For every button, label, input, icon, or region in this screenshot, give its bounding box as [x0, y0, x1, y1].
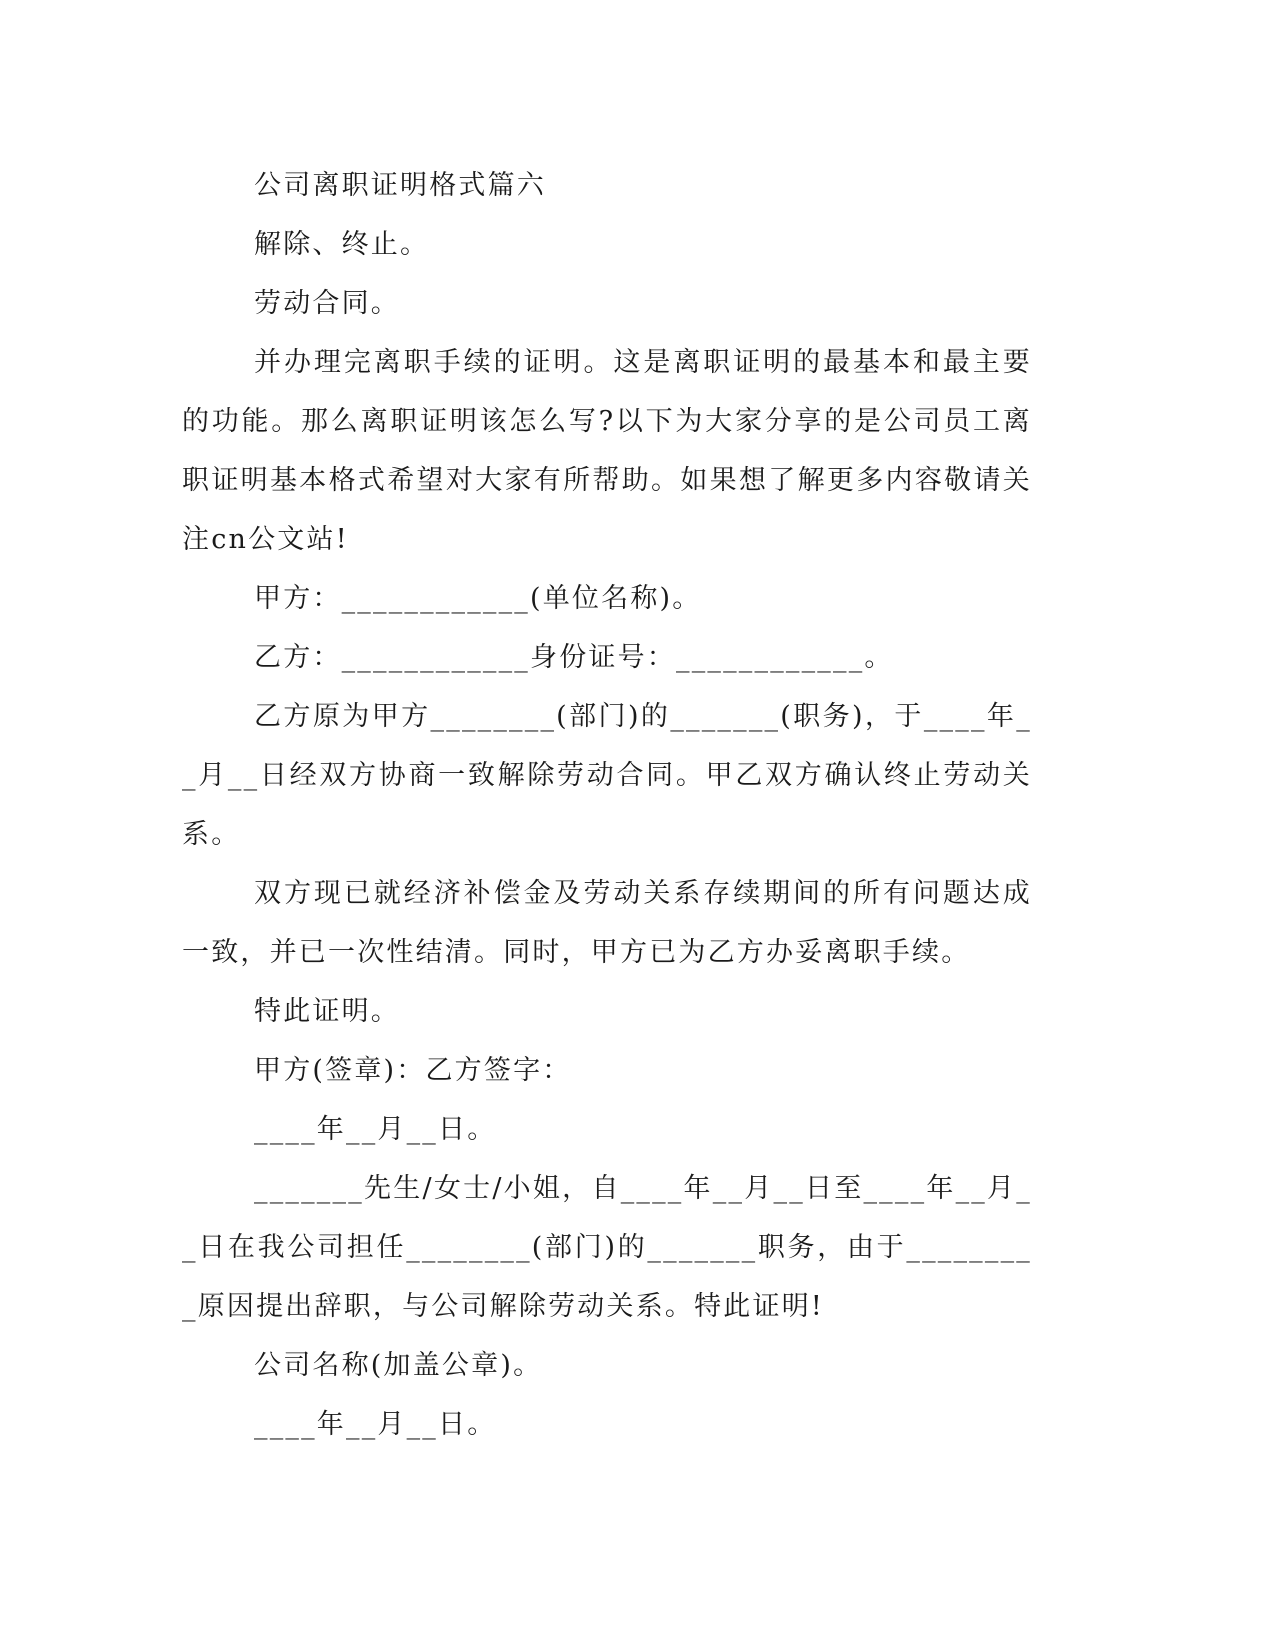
- paragraph-labor-contract: 劳动合同。: [254, 288, 400, 319]
- paragraph-termination: 解除、终止。: [254, 229, 430, 260]
- paragraph-signatures: 甲方(签章)：乙方签字：: [254, 1055, 572, 1086]
- paragraph-certify: 特此证明。: [254, 996, 400, 1027]
- document-title: 公司离职证明格式篇六: [254, 170, 546, 201]
- paragraph-position: 乙方原为甲方________(部门)的_______(职务)，于____年__月__日经双方协商一致解除劳动合同。甲乙双方确认终止劳动关系。: [182, 701, 1032, 850]
- paragraph-date-1: ____年__月__日。: [254, 1114, 497, 1145]
- document-body: [182, 156, 1032, 1454]
- paragraph-intro: 并办理完离职手续的证明。这是离职证明的最基本和最主要的功能。那么离职证明该怎么写?以下为大家分享的是公司员工离职证明基本格式希望对大家有所帮助。如果想了解更多内容敬请关注cn公文站!: [182, 347, 1032, 555]
- paragraph-party-a: 甲方：____________(单位名称)。: [254, 583, 702, 614]
- paragraph-company-seal: 公司名称(加盖公章)。: [254, 1350, 543, 1381]
- paragraph-party-b: 乙方：____________身份证号：____________。: [254, 642, 894, 673]
- paragraph-date-2: ____年__月__日。: [254, 1409, 497, 1440]
- paragraph-employment-record: _______先生/女士/小姐，自____年__月__日至____年__月__日在我公司担任________(部门)的_______职务，由于_________原因提出辞职，与公司解除劳动关系。特此证明!: [182, 1173, 1032, 1322]
- paragraph-settlement: 双方现已就经济补偿金及劳动关系存续期间的所有问题达成一致，并已一次性结清。同时，甲方已为乙方办妥离职手续。: [182, 878, 1032, 968]
